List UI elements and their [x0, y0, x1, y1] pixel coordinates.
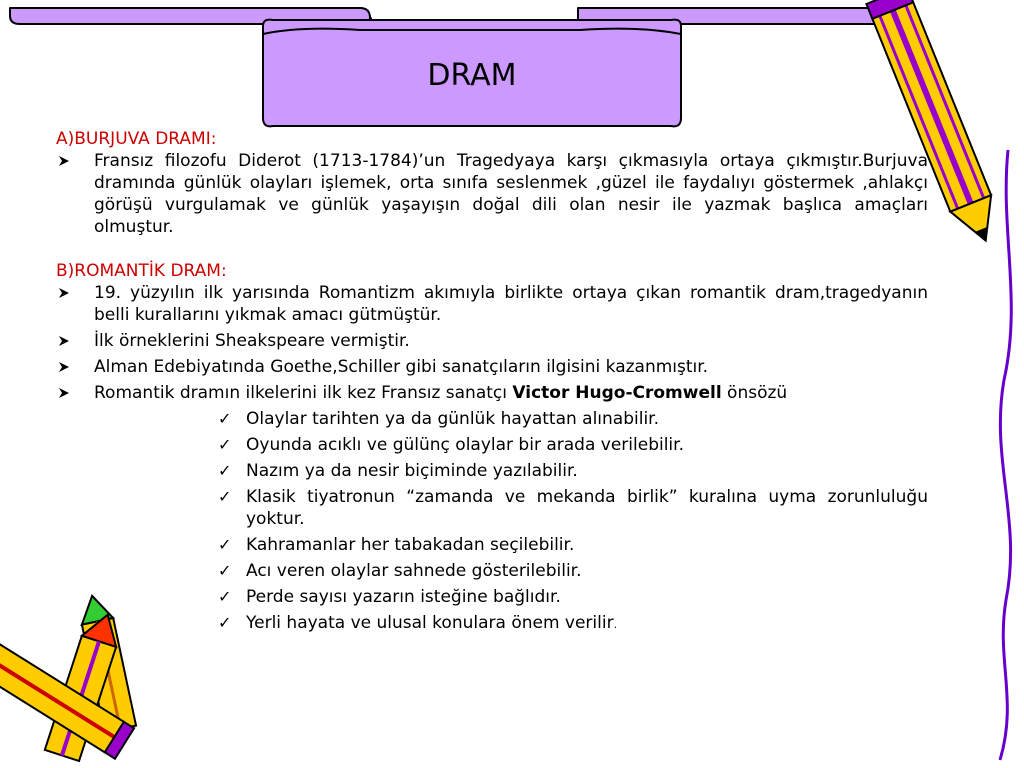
list-item [56, 150, 928, 238]
section-romantik-dram [56, 260, 928, 636]
arrowhead-bullet-icon [56, 330, 72, 352]
list-item-text: Alman Edebiyatında Goethe,Schiller gibi sanatçıların ilgisini kazanmıştır. [94, 357, 709, 377]
checkmark-icon: ✓ [218, 409, 232, 428]
check-item [216, 534, 928, 556]
checkmark-icon: ✓ [218, 561, 232, 580]
check-item-text: Yerli hayata ve ulusal konulara önem verilir [246, 613, 614, 633]
list-item-text: 19. yüzyılın ilk yarısında Romantizm akımıyla birlikte ortaya çıkan romantik dram,tragedyanın belli kurallarını yıkmak amacı gütmüştür. [94, 283, 928, 325]
list-item-text: Fransız filozofu Diderot (1713-1784)’un Tragedyaya karşı çıkmasıyla ortaya çıkmıştır.Burjuva dramında günlük olayları işlemek, orta sınıfa seslenmek ,güzel ile faydalıyı göstermek ,ahlakçı görüşü vurgulamak ve günlük yaşayışın doğal dili olan nesir ile yazmak başlıca amaçları olmuştur. [94, 151, 928, 237]
bullet-list [56, 150, 928, 238]
check-item-text: Klasik tiyatronun “zamanda ve mekanda birlik” kuralına uyma zorunluluğu yoktur. [246, 487, 928, 529]
checkmark-icon: ✓ [218, 461, 232, 480]
list-item-text-end: önsözü [721, 383, 788, 403]
check-item [216, 434, 928, 456]
check-item [216, 486, 928, 530]
arrowhead-bullet-icon [56, 382, 72, 404]
list-item-text: İlk örneklerini Sheakspeare vermiştir. [94, 331, 410, 351]
check-item [216, 408, 928, 430]
list-item [56, 330, 928, 352]
section-heading: A)BURJUVA DRAMI: [56, 129, 217, 149]
arrowhead-bullet-icon [56, 282, 72, 304]
checkmark-icon: ✓ [218, 587, 232, 606]
list-item-text: Romantik dramın ilkelerini ilk kez Fransız sanatçı [94, 383, 513, 403]
author-name: Victor Hugo-Cromwell [512, 383, 722, 403]
check-item-text: Nazım ya da nesir biçiminde yazılabilir. [246, 461, 578, 481]
check-item [216, 460, 928, 482]
check-item-text: Acı veren olaylar sahnede gösterilebilir. [246, 561, 582, 581]
arrowhead-bullet-icon [56, 356, 72, 378]
list-item [56, 282, 928, 326]
checklist [216, 408, 928, 636]
check-item-text: Kahramanlar her tabakadan seçilebilir. [246, 535, 575, 555]
list-item [56, 356, 928, 378]
slide-content [56, 128, 928, 658]
list-item [56, 382, 928, 404]
checkmark-icon: ✓ [218, 435, 232, 454]
bullet-list [56, 282, 928, 404]
slide-title: DRAM [427, 57, 517, 93]
checkmark-icon: ✓ [218, 487, 232, 506]
section-heading: B)ROMANTİK DRAM: [56, 261, 227, 281]
check-item [216, 612, 928, 636]
checkmark-icon: ✓ [218, 613, 232, 632]
check-item-text: Perde sayısı yazarın isteğine bağlıdır. [246, 587, 561, 607]
checkmark-icon: ✓ [218, 535, 232, 554]
arrowhead-bullet-icon [56, 150, 72, 172]
check-item [216, 586, 928, 608]
check-item-text: Olaylar tarihten ya da günlük hayattan alınabilir. [246, 409, 660, 429]
check-item-period: . [613, 618, 618, 631]
scribble-line [1000, 150, 1011, 760]
check-item-text: Oyunda acıklı ve gülünç olaylar bir arada verilebilir. [246, 435, 684, 455]
check-item [216, 560, 928, 582]
section-burjuva-drami [56, 128, 928, 238]
